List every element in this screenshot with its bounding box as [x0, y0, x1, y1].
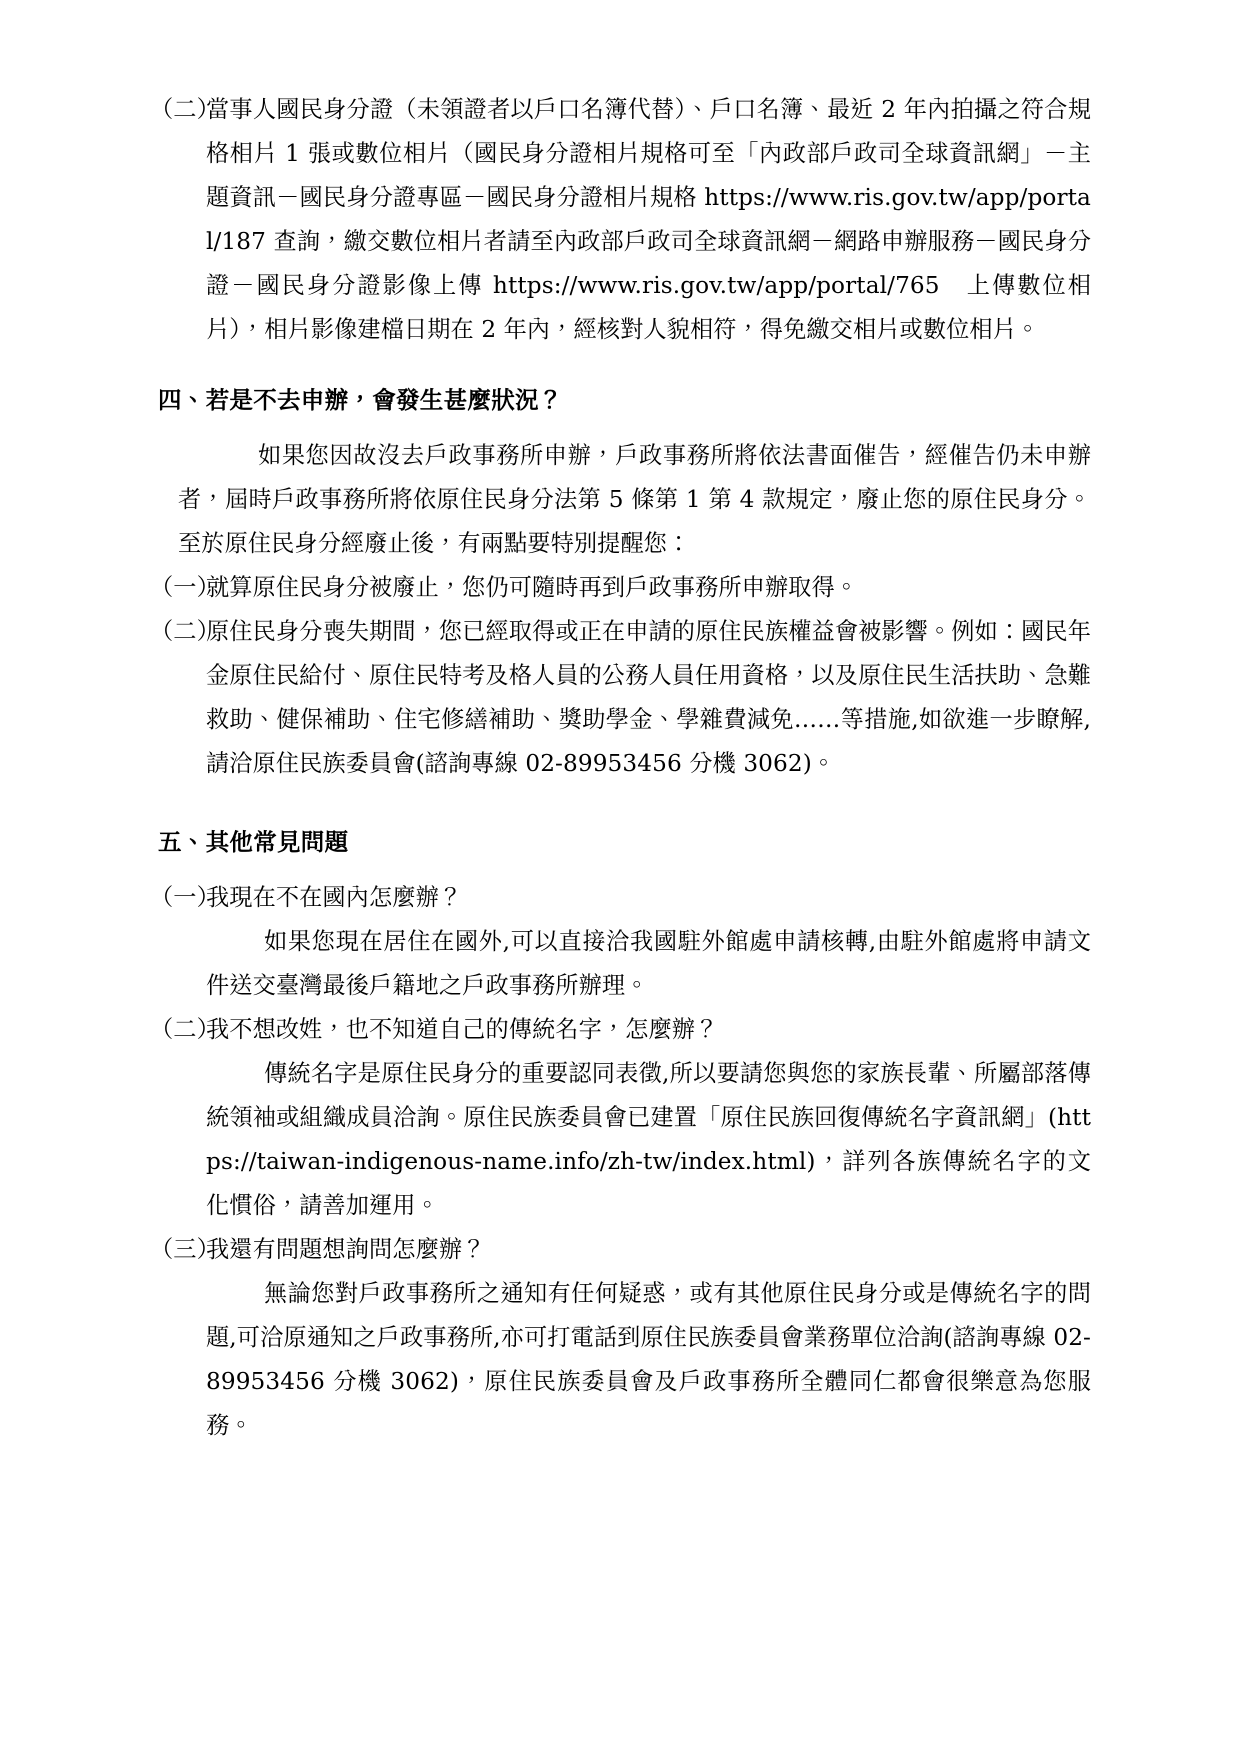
- faq-question-text: 我還有問題想詢問怎麼辦？: [206, 1236, 486, 1263]
- list-marker: （一）: [150, 884, 220, 911]
- list-marker: （一）: [150, 574, 220, 601]
- spacer: [150, 864, 1091, 876]
- faq-answer-2: 傳統名字是原住民身分的重要認同表徵,所以要請您與您的家族長輩、所屬部落傳統領袖或組織成員洽詢。原住民族委員會已建置「原住民族回復傳統名字資訊網」(https://taiwan-indigenous-name.info/zh-tw/index.html)，詳列各族傳統名字的文化慣俗，請善加運用。: [206, 1060, 1091, 1219]
- spacer: [150, 422, 1091, 434]
- list-marker: （三）: [150, 1236, 220, 1263]
- list-item-text: 當事人國民身分證（未領證者以戶口名簿代替）、戶口名簿、最近 2 年內拍攝之符合規格相片 1 張或數位相片（國民身分證相片規格可至「內政部戶政司全球資訊網」－主題資訊－國民身分證專區－國民身分證相片規格 https://www.ris.gov.tw/app/portal/187 查詢，繳交數位相片者請至內政部戶政司全球資訊網－網路申辦服務－國民身分證－國民身分證影像上傳 https://www.ris.gov.tw/app/portal/765 上傳數位相片），相片影像建檔日期在 2 年內，經核對人貌相符，得免繳交相片或數位相片。: [206, 96, 1091, 343]
- spacer: [150, 352, 1091, 378]
- section-heading-5: 五、其他常見問題: [158, 828, 349, 856]
- list-item-documents-required: [150, 88, 1091, 352]
- faq-answer-3: 無論您對戶政事務所之通知有任何疑惑，或有其他原住民身分或是傳統名字的問題,可洽原通知之戶政事務所,亦可打電話到原住民族委員會業務單位洽詢(諮詢專線 02-89953456 分機 3062)，原住民族委員會及戶政事務所全體同仁都會很樂意為您服務。: [206, 1280, 1091, 1439]
- list-item-text: 原住民身分喪失期間，您已經取得或正在申請的原住民族權益會被影響。例如：國民年金原住民給付、原住民特考及格人員的公務人員任用資格，以及原住民生活扶助、急難救助、健保補助、住宅修繕補助、獎助學金、學雜費減免……等措施,如欲進一步瞭解,請洽原住民族委員會(諮詢專線 02-89953456 分機 3062)。: [206, 618, 1091, 777]
- list-marker: （二）: [150, 618, 220, 645]
- section-4-item-1: [150, 566, 1091, 610]
- list-marker: （二）: [150, 1016, 220, 1043]
- spacer: [150, 786, 1091, 820]
- section-4-item-2: [150, 610, 1091, 786]
- faq-question-1: [150, 876, 1091, 920]
- faq-question-3: [150, 1228, 1091, 1272]
- faq-answer-1: 如果您現在居住在國外,可以直接洽我國駐外館處申請核轉,由駐外館處將申請文件送交臺灣最後戶籍地之戶政事務所辦理。: [206, 928, 1091, 999]
- faq-question-text: 我現在不在國內怎麼辦？: [206, 884, 463, 911]
- list-item-text: 就算原住民身分被廢止，您仍可隨時再到戶政事務所申辦取得。: [206, 574, 859, 601]
- section-4-intro-paragraph: 如果您因故沒去戶政事務所申辦，戶政事務所將依法書面催告，經催告仍未申辦者，屆時戶政事務所將依原住民身分法第 5 條第 1 第 4 款規定，廢止您的原住民身分。至於原住民身分經廢止後，有兩點要特別提醒您：: [178, 442, 1091, 557]
- faq-question-text: 我不想改姓，也不知道自己的傳統名字，怎麼辦？: [206, 1016, 719, 1043]
- page-content: [150, 88, 1091, 1448]
- faq-question-2: [150, 1008, 1091, 1052]
- list-marker: （二）: [150, 96, 220, 123]
- section-heading-4: 四、若是不去申辦，會發生甚麼狀況？: [158, 386, 563, 414]
